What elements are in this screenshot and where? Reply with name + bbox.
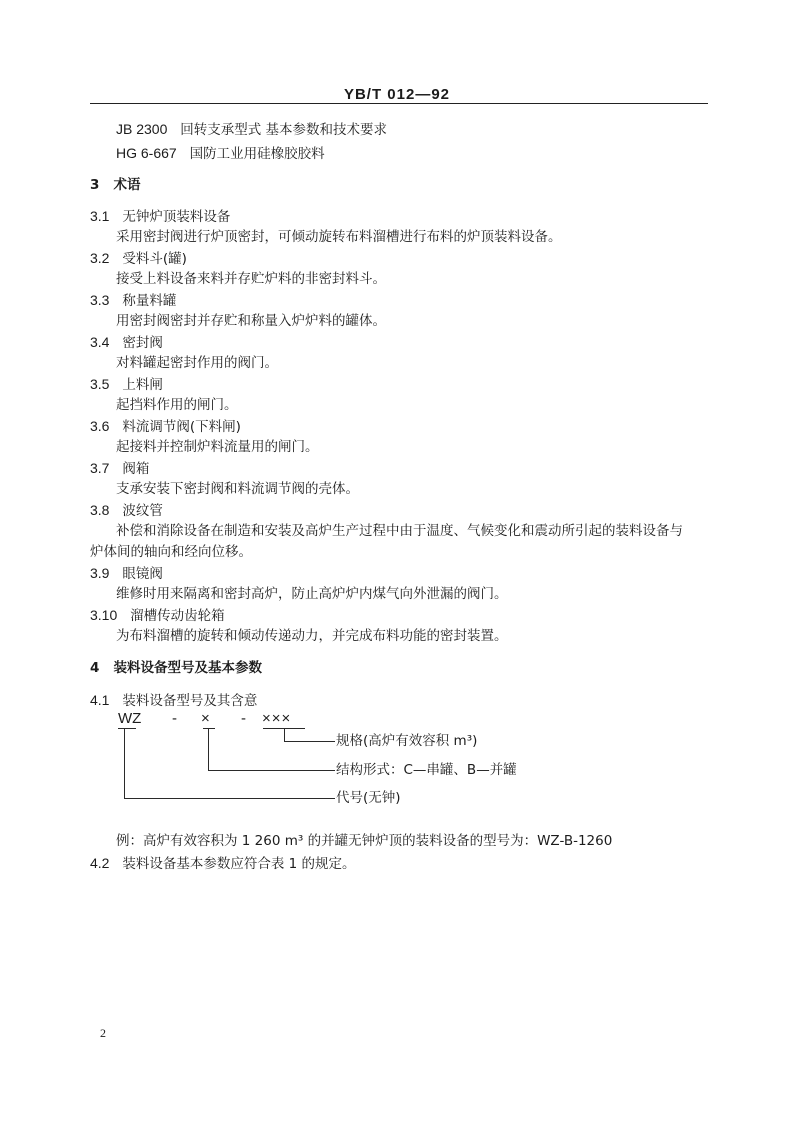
header-rule: [90, 103, 708, 104]
section-3-heading: [90, 177, 141, 193]
model-code-spec-mark: ×××: [262, 710, 292, 727]
section-title: 装料设备型号及基本参数: [113, 660, 263, 676]
model-code-wz: WZ: [118, 710, 142, 727]
term-heading: 3.9 眼镜阀: [90, 565, 163, 582]
term-heading: 3.4 密封阀: [90, 334, 163, 351]
example-text: 例：高炉有效容积为 1 260 m³ 的并罐无钟炉顶的装料设备的型号为：WZ-B-1260: [116, 833, 613, 849]
term-definition: 支承安装下密封阀和料流调节阀的壳体。: [116, 481, 359, 497]
ref-title: 回转支承型式 基本参数和技术要求: [180, 122, 388, 138]
term-heading: 3.1 无钟炉顶装料设备: [90, 208, 231, 225]
ref-code: HG 6-667: [116, 145, 177, 161]
ref-code: JB 2300: [116, 121, 168, 137]
section-4-heading: [90, 660, 262, 676]
term-definition: 用密封阀密封并存贮和称量入炉炉料的罐体。: [116, 313, 386, 329]
page-number: 2: [100, 1026, 106, 1040]
section-title: 术语: [113, 177, 141, 193]
model-code-dash: -: [241, 710, 246, 727]
term-heading: 3.2 受料斗(罐): [90, 250, 187, 267]
term-definition: 起接料并控制炉料流量用的闸门。: [116, 439, 319, 455]
term-definition: 接受上料设备来料并存贮炉料的非密封料斗。: [116, 271, 386, 287]
label-structure: 结构形式：C—串罐、B—并罐: [336, 762, 517, 778]
subsection-4-1-heading: 4.1 装料设备型号及其含意: [90, 692, 258, 709]
model-code-dash: -: [172, 710, 177, 727]
term-definition: 采用密封阀进行炉顶密封，可倾动旋转布料溜槽进行布料的炉顶装料设备。: [116, 229, 562, 245]
ref-item: [116, 145, 325, 162]
term-definition: 对料罐起密封作用的阀门。: [116, 355, 278, 371]
term-heading: 3.8 波纹管: [90, 502, 163, 519]
term-heading: 3.6 料流调节阀(下料闸): [90, 418, 241, 435]
label-code: 代号(无钟): [336, 790, 401, 806]
label-spec: 规格(高炉有效容积 m³): [336, 733, 478, 749]
term-heading: 3.3 称量料罐: [90, 292, 177, 309]
section-number: 4: [90, 660, 100, 676]
term-definition: 起挡料作用的闸门。: [116, 397, 238, 413]
section-number: 3: [90, 177, 100, 193]
subsection-4-2: 4.2 装料设备基本参数应符合表 1 的规定。: [90, 855, 356, 872]
term-definition: 补偿和消除设备在制造和安装及高炉生产过程中由于温度、气候变化和震动所引起的装料设备与: [116, 523, 683, 539]
term-heading: 3.5 上料闸: [90, 376, 163, 393]
term-definition: 维修时用来隔离和密封高炉，防止高炉炉内煤气向外泄漏的阀门。: [116, 586, 508, 602]
model-code-structure-mark: ×: [201, 710, 210, 727]
term-heading: 3.10 溜槽传动齿轮箱: [90, 607, 225, 624]
term-heading: 3.7 阀箱: [90, 460, 150, 477]
term-definition: 为布料溜槽的旋转和倾动传递动力，并完成布料功能的密封装置。: [116, 628, 508, 644]
ref-title: 国防工业用硅橡胶胶料: [189, 146, 325, 162]
term-definition-continued: 炉体间的轴向和经向位移。: [90, 544, 252, 560]
leader-line-code: [124, 729, 335, 799]
header-standard-code: YB/T 012—92: [343, 86, 451, 103]
ref-item: [116, 121, 387, 138]
